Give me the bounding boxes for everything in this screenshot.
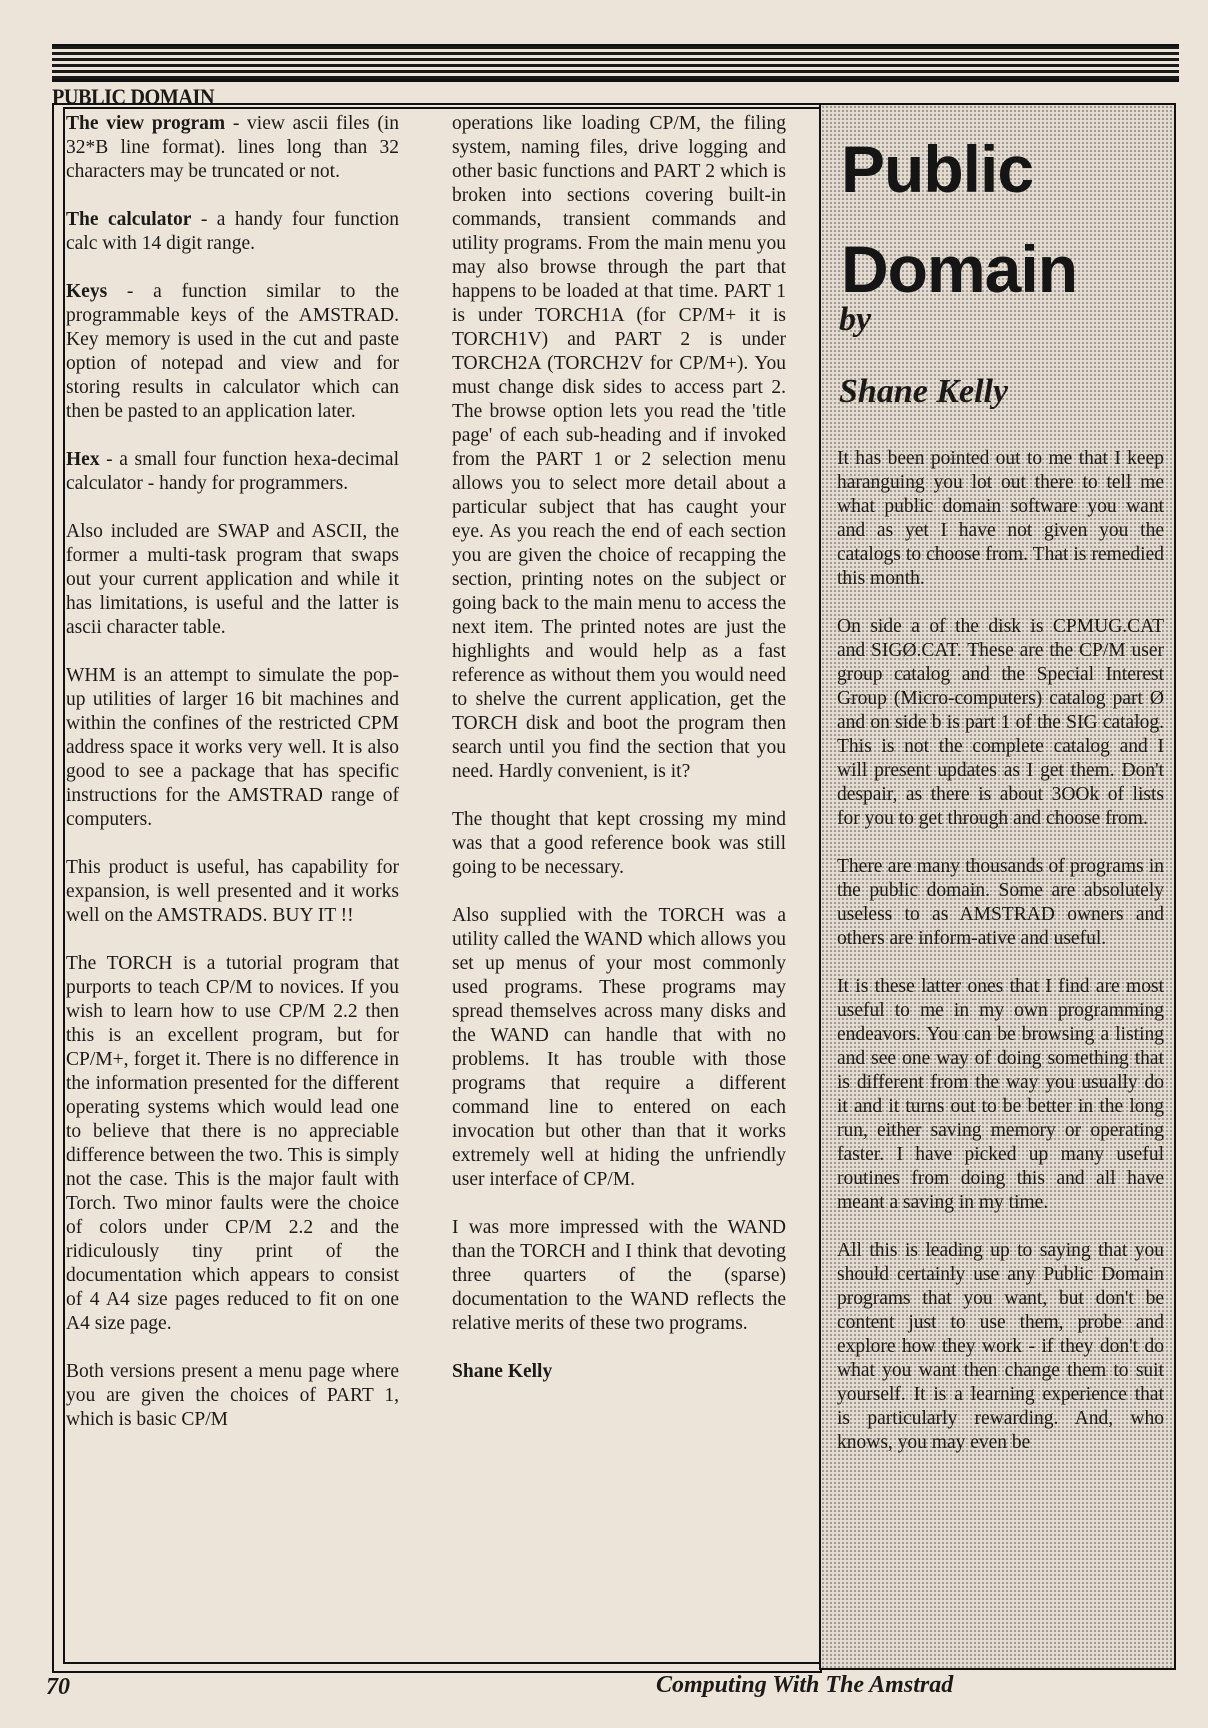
paragraph: On side a of the disk is CPMUG.CAT and SIGØ.CAT. These are the CP/M user group catalog and the Special Interest Group (Micro-computers) catalog part Ø and on side b is part 1 of the SIG catalog. This is not the complete catalog and I will present updates as I get them. Don't despair, as there is about 3OOk of lists for you to get through and choose from.	[837, 616, 1164, 829]
decorative-striped-rule	[52, 44, 1179, 82]
paragraph: All this is leading up to saying that you should certainly use any Public Domain programs that you want, but don't be content just to use them, probe and explore how they work - if they don't do what you want then change them to suit yourself. It is a learning experience that is particularly rewarding. And, who knows, you may even be	[837, 1240, 1164, 1453]
paragraph: It is these latter ones that I find are most useful to me in my own programming endeavors. You can be browsing a listing and see one way of doing something that is different from the way you usually do it and it turns out to be better in the long run, either saving memory or operating faster. I have picked up many useful routines from doing this and all have meant a saving in my time.	[837, 976, 1164, 1213]
sidebar-title-line-2: Domain	[841, 232, 1078, 306]
paragraph: There are many thousands of programs in the public domain. Some are absolutely useless to as AMSTRAD owners and others are inform-ative and useful.	[837, 856, 1164, 949]
article-column-2	[452, 112, 786, 1408]
paragraph-text: - a function similar to the programmable keys of the AMSTRAD. Key memory is used in the cut and paste option of notepad and view and for storing results in calculator which can then be pasted to an application later.	[66, 281, 399, 422]
paragraph: operations like loading CP/M, the filing system, naming files, drive logging and other basic functions and PART 2 which is broken into sections covering built-in commands, transient commands and utility programs. From the main menu you may also browse through the part that happens to be loaded at that time. PART 1 is under TORCH1A (for CP/M+ it is TORCH1V) and PART 2 is under TORCH2A (TORCH2V for CP/M+). You must change disk sides to access part 2. The browse option lets you read the 'title page' of each sub-heading and if invoked from the PART 1 or 2 selection menu allows you to select more detail about a particular subject that has caught your eye. As you reach the end of each section you are given the choice of recapping the section, printing notes on the subject or going back to the main menu to access the next item. The printed notes are just the highlights and would help as a fast reference as without them you would need to shelve the current application, get the TORCH disk and boot the program then search until you find the section that you need. Hardly convenient, is it?	[452, 113, 786, 782]
paragraph	[66, 448, 399, 496]
paragraph-text: - a handy four function calc with 14 digit range.	[66, 209, 399, 254]
paragraph: Both versions present a menu page where you are given the choices of PART 1, which is basic CP/M	[66, 1361, 399, 1430]
page-number: 70	[46, 1674, 70, 1700]
sidebar-title	[841, 119, 1077, 319]
paragraph-text: - view ascii files (in 32*B line format). lines long than 32 characters may be truncated or not.	[66, 113, 399, 182]
paragraph: I was more impressed with the WAND than the TORCH and I think that devoting three quarters of the (sparse) documentation to the WAND reflects the relative merits of these two programs.	[452, 1217, 786, 1334]
paragraph-lead: Hex	[66, 449, 100, 470]
paragraph: This product is useful, has capability for expansion, is well presented and it works well on the AMSTRADS. BUY IT !!	[66, 857, 399, 926]
paragraph-lead: The view program	[66, 113, 226, 134]
sidebar-body	[837, 447, 1164, 1479]
paragraph: The thought that kept crossing my mind was that a good reference book was still going to be necessary.	[452, 809, 786, 878]
paragraph	[66, 208, 399, 256]
paragraph-lead: Keys	[66, 281, 108, 302]
paragraph	[66, 112, 399, 184]
paragraph	[66, 280, 399, 424]
author-signature: Shane Kelly	[452, 1361, 553, 1382]
article-column-1	[66, 112, 399, 1456]
sidebar-box	[819, 103, 1176, 1670]
section-title: PUBLIC DOMAIN	[52, 84, 215, 109]
paragraph: It has been pointed out to me that I keep haranguing you lot out there to tell me what public domain software you want and as yet I have not given you the catalogs to choose from. That is remedied this month.	[837, 448, 1164, 589]
sidebar-byline: by	[839, 301, 872, 338]
paragraph: WHM is an attempt to simulate the pop-up utilities of larger 16 bit machines and within the confines of the restricted CPM address space it works very well. It is also good to see a package that has specific instructions for the AMSTRAD range of computers.	[66, 665, 399, 830]
paragraph-lead: The calculator	[66, 209, 192, 230]
paragraph: The TORCH is a tutorial program that purports to teach CP/M to novices. If you wish to learn how to use CP/M 2.2 then this is an excellent program, but for CP/M+, forget it. There is no difference in the information presented for the different operating systems which would lead one to believe that there is no appreciable difference between the two. This is simply not the case. This is the major fault with Torch. Two minor faults were the choice of colors under CP/M 2.2 and the ridiculously tiny print of the documentation which appears to consist of 4 A4 size pages reduced to fit on one A4 size page.	[66, 953, 399, 1334]
paragraph-text: - a small four function hexa-decimal calculator - handy for programmers.	[66, 449, 399, 494]
paragraph: Also included are SWAP and ASCII, the former a multi-task program that swaps out your current application and while it has limitations, is useful and the latter is ascii character table.	[66, 521, 399, 638]
paragraph: Also supplied with the TORCH was a utility called the WAND which allows you set up menus of your most commonly used programs. These programs may spread themselves across many disks and the WAND can handle that with no problems. It has trouble with those programs that require a different command line to entered on each invocation but other than that it works extremely well at hiding the unfriendly user interface of CP/M.	[452, 905, 786, 1190]
sidebar-author: Shane Kelly	[839, 373, 1009, 410]
magazine-title: Computing With The Amstrad	[656, 1672, 954, 1698]
sidebar-title-line-1: Public	[841, 132, 1034, 206]
